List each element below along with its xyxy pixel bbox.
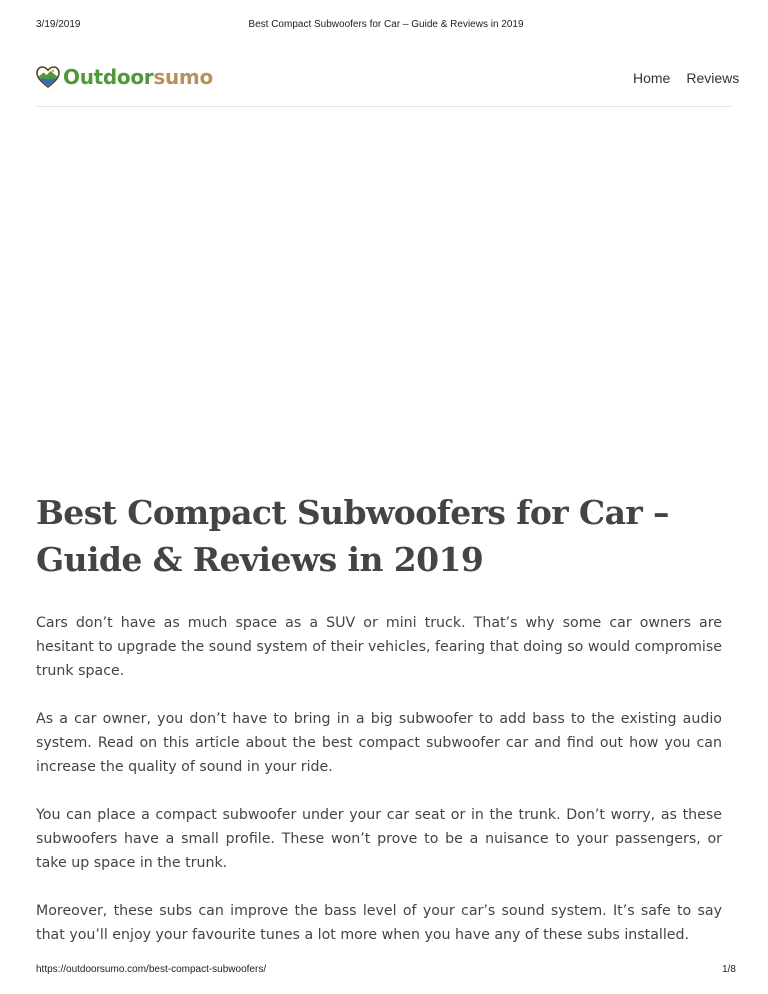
logo-text: Outdoorsumo	[63, 65, 213, 89]
print-url: https://outdoorsumo.com/best-compact-subwoofers/	[36, 964, 267, 975]
article-title: Best Compact Subwoofers for Car – Guide & Reviews in 2019	[36, 493, 669, 579]
print-header	[36, 19, 736, 33]
article-paragraph: As a car owner, you don’t have to bring in a big subwoofer to add bass to the existing audio system. Read on this article about the best compact subwoofer car and find out how you can increase the quality of sound in your ride.	[36, 711, 722, 775]
site-logo[interactable]	[36, 65, 213, 89]
print-date: 3/19/2019	[36, 19, 81, 30]
nav-reviews-link[interactable]: Reviews	[686, 70, 740, 86]
heart-landscape-icon	[36, 66, 60, 88]
print-title: Best Compact Subwoofers for Car – Guide & Reviews in 2019	[248, 19, 524, 30]
article-paragraph: You can place a compact subwoofer under your car seat or in the trunk. Don’t worry, as these subwoofers have a small profile. These won’t prove to be a nuisance to your passengers, or take up space in the trunk.	[36, 807, 722, 871]
article-paragraph: Cars don’t have as much space as a SUV or mini truck. That’s why some car owners are hesitant to upgrade the sound system of their vehicles, fearing that doing so would compromise trunk space.	[36, 615, 722, 679]
site-header	[36, 56, 740, 107]
article-paragraph: Moreover, these subs can improve the bass level of your car’s sound system. It’s safe to say that you’ll enjoy your favourite tunes a lot more when you have any of these subs installed.	[36, 903, 722, 943]
page-number: 1/8	[722, 964, 736, 975]
nav-home-link[interactable]: Home	[633, 70, 671, 86]
article-body	[36, 611, 722, 971]
main-nav	[633, 70, 755, 86]
print-footer	[36, 964, 736, 978]
ad-placeholder	[36, 108, 732, 478]
